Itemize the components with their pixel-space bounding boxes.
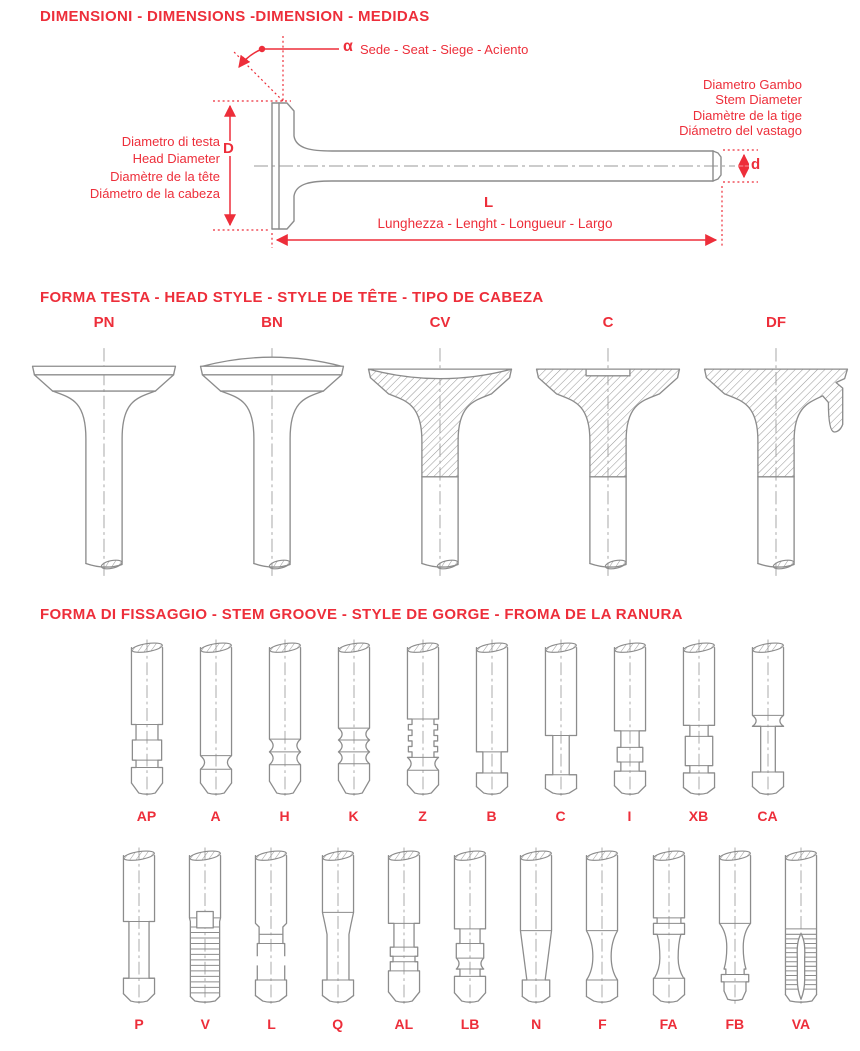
stem-groove-item-Q [305, 842, 371, 1032]
stem-groove-item-F [569, 842, 635, 1032]
stem-groove-label: AP [136, 808, 157, 824]
stem-groove-label: LB [460, 1016, 480, 1032]
stem-groove-CA-drawing [736, 634, 800, 804]
head-style-DF-drawing [695, 339, 857, 586]
stem-groove-item-N [503, 842, 569, 1032]
stem-diameter-line-it: Diametro Gambo [703, 77, 802, 92]
alpha-symbol: α [343, 38, 353, 55]
stem-groove-item-AL [371, 842, 437, 1032]
stem-diameter-labels [679, 77, 802, 139]
stem-groove-item-AP [112, 634, 181, 824]
head-style-label: C [602, 314, 614, 331]
stem-groove-Z-drawing [391, 634, 455, 804]
stem-groove-row-1 [112, 634, 802, 824]
stem-groove-item-VA [768, 842, 834, 1032]
stem-groove-LB-drawing [438, 842, 502, 1012]
stem-groove-label: A [210, 808, 221, 824]
stem-groove-VA-drawing [769, 842, 833, 1012]
stem-groove-AP-drawing [115, 634, 179, 804]
stem-groove-label: H [279, 808, 290, 824]
stem-diameter-line-es: Diámetro del vastago [679, 123, 802, 139]
stem-groove-item-A [181, 634, 250, 824]
angle-extension-diagonal [234, 52, 283, 101]
stem-groove-label: Z [418, 808, 427, 824]
stem-groove-item-H [250, 634, 319, 824]
stem-groove-Q-drawing [306, 842, 370, 1012]
stem-groove-item-C [526, 634, 595, 824]
stem-groove-AL-drawing [372, 842, 436, 1012]
head-diameter-line-it: Diametro di testa [121, 134, 220, 149]
head-style-label: DF [766, 314, 786, 331]
stem-groove-item-K [319, 634, 388, 824]
valve-head-top-edge [272, 103, 713, 151]
angle-leader-dot [259, 46, 265, 52]
stem-groove-V-drawing [173, 842, 237, 1012]
stem-groove-K-drawing [322, 634, 386, 804]
stem-groove-FB-drawing [703, 842, 767, 1012]
stem-groove-label: XB [688, 808, 709, 824]
stem-diameter-line-fr: Diamètre de la tige [692, 107, 802, 123]
head-style-CV-drawing [359, 339, 521, 586]
stem-groove-label: C [555, 808, 566, 824]
head-style-item-C [524, 314, 692, 586]
stem-groove-label: L [267, 1016, 276, 1032]
stem-groove-label: V [200, 1016, 210, 1032]
stem-groove-label: Q [332, 1016, 344, 1032]
stem-groove-A-drawing [184, 634, 248, 804]
head-diameter-labels [90, 133, 220, 203]
head-style-label: CV [429, 314, 451, 331]
stem-groove-item-FA [636, 842, 702, 1032]
stem-diameter-line-en: Stem Diameter [715, 92, 802, 108]
head-diameter-symbol: D [223, 140, 234, 157]
stem-groove-item-XB [664, 634, 733, 824]
head-style-label: BN [261, 314, 283, 331]
stem-groove-F-drawing [570, 842, 634, 1012]
dimensions-section-title: DIMENSIONI - DIMENSIONS -DIMENSION - MEDIDAS [40, 8, 430, 25]
length-label: Lunghezza - Lenght - Longueur - Largo [377, 216, 613, 231]
angle-arc-arrow [239, 49, 262, 67]
stem-groove-FA-drawing [637, 842, 701, 1012]
stem-groove-label: FB [725, 1016, 745, 1032]
head-style-section-title: FORMA TESTA - HEAD STYLE - STYLE DE TÊTE - TIPO DE CABEZA [40, 289, 544, 306]
stem-groove-C-drawing [529, 634, 593, 804]
stem-groove-label: CA [757, 808, 778, 824]
stem-groove-label: AL [394, 1016, 414, 1032]
seat-label: Sede - Seat - Siege - Acìento [360, 42, 529, 57]
stem-groove-label: FA [659, 1016, 678, 1032]
head-style-item-CV [356, 314, 524, 586]
head-style-PN-drawing [23, 339, 185, 586]
stem-groove-item-V [172, 842, 238, 1032]
length-symbol: L [484, 194, 494, 211]
stem-groove-XB-drawing [667, 634, 731, 804]
stem-groove-N-drawing [504, 842, 568, 1012]
head-style-item-BN [188, 314, 356, 586]
head-style-row [20, 314, 860, 586]
stem-groove-item-Z [388, 634, 457, 824]
stem-groove-section-title: FORMA DI FISSAGGIO - STEM GROOVE - STYLE DE GORGE - FROMA DE LA RANURA [40, 606, 683, 623]
head-style-BN-drawing [191, 339, 353, 586]
stem-groove-item-CA [733, 634, 802, 824]
stem-groove-label: I [627, 808, 632, 824]
head-style-item-DF [692, 314, 860, 586]
stem-groove-label: B [486, 808, 497, 824]
stem-groove-item-B [457, 634, 526, 824]
stem-groove-item-LB [437, 842, 503, 1032]
stem-groove-item-FB [702, 842, 768, 1032]
stem-groove-label: K [348, 808, 359, 824]
head-diameter-line-en: Head Diameter [132, 151, 220, 167]
stem-groove-label: N [531, 1016, 542, 1032]
head-style-label: PN [93, 314, 115, 331]
stem-groove-P-drawing [107, 842, 171, 1012]
stem-groove-L-drawing [239, 842, 303, 1012]
stem-groove-B-drawing [460, 634, 524, 804]
head-diameter-line-fr: Diamètre de la tête [110, 168, 220, 184]
stem-groove-row-2 [106, 842, 834, 1032]
stem-groove-H-drawing [253, 634, 317, 804]
stem-groove-item-P [106, 842, 172, 1032]
stem-diameter-symbol: d [751, 156, 761, 173]
stem-groove-label: VA [791, 1016, 811, 1032]
stem-groove-item-I [595, 634, 664, 824]
stem-groove-I-drawing [598, 634, 662, 804]
head-style-C-drawing [527, 339, 689, 586]
head-diameter-line-es: Diámetro de la cabeza [89, 186, 220, 202]
stem-groove-item-L [238, 842, 304, 1032]
stem-groove-label: P [134, 1016, 144, 1032]
stem-groove-label: F [598, 1016, 607, 1032]
head-style-item-PN [20, 314, 188, 586]
